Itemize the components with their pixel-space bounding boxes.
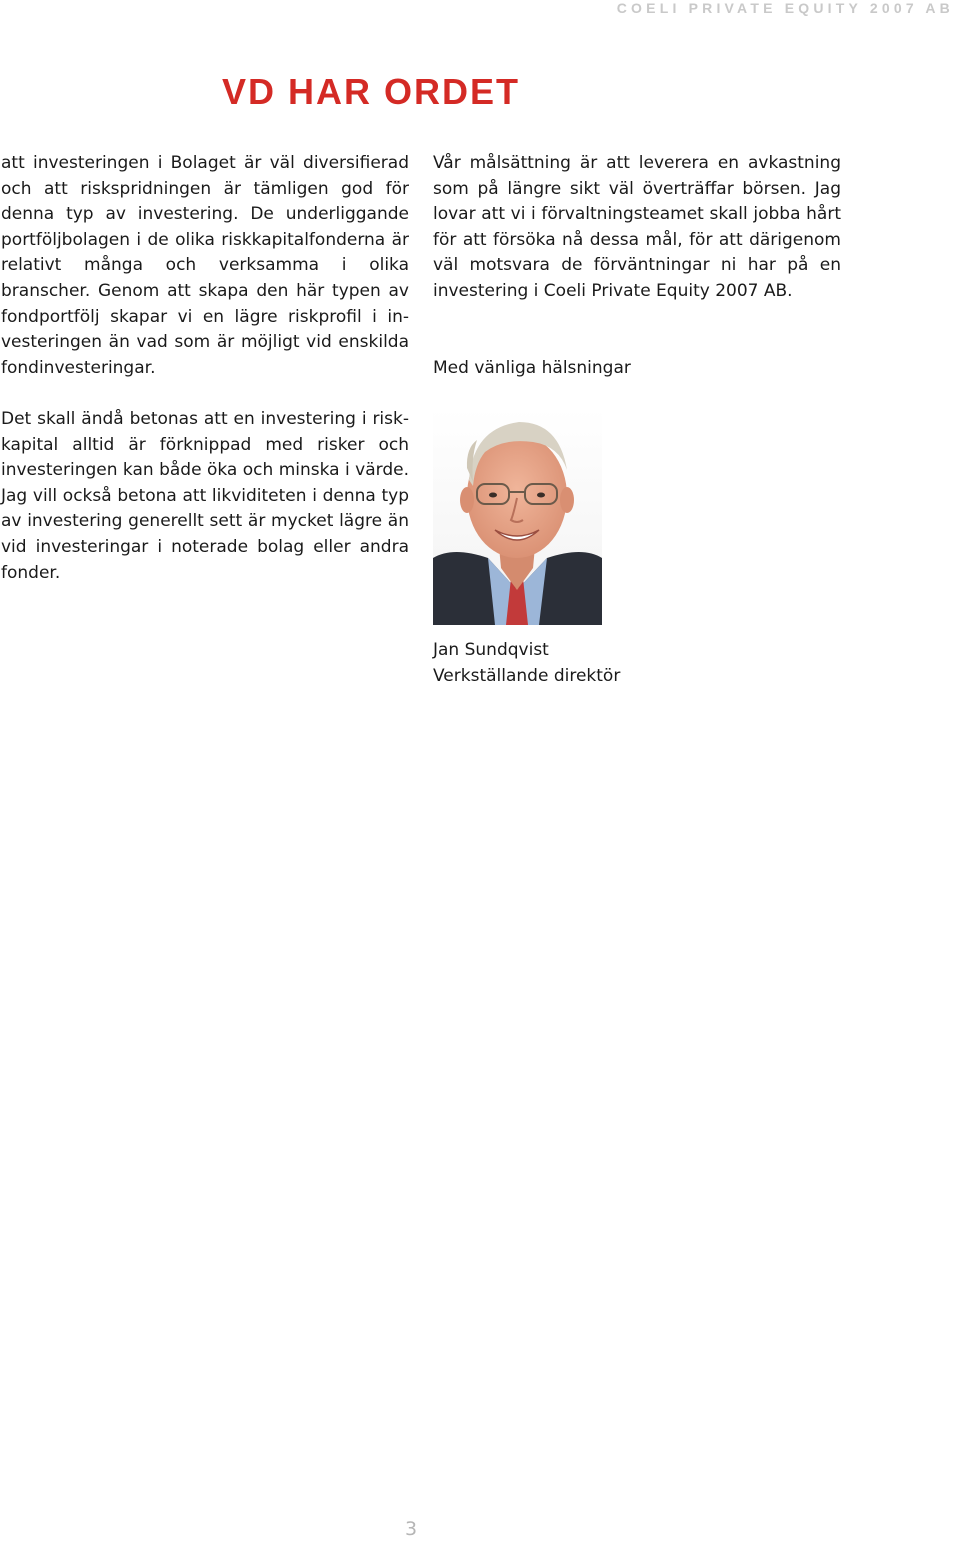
signature-block bbox=[433, 638, 620, 689]
signatory-name: Jan Sundqvist bbox=[433, 640, 549, 660]
running-header: COELI PRIVATE EQUITY 2007 AB bbox=[616, 0, 954, 16]
left-column-top bbox=[1, 151, 409, 381]
page-title: VD HAR ORDET bbox=[222, 71, 521, 112]
page-number: 3 bbox=[405, 1518, 418, 1540]
body-paragraph-1: att investeringen i Bolaget är väl diversifierad och att riskspridningen är tämligen god för denna typ av investering. De underliggande portföljbolagen i de olika riskkapitalfonderna är relativt många och verksamma i olika branscher. Genom att skapa den här typen av fondportfölj skapar vi en lägre riskprofil i investeringen än vad som är möjligt vid enskilda fondinvesteringar. bbox=[1, 153, 409, 378]
right-column bbox=[433, 151, 841, 305]
body-paragraph-3: Vår målsättning är att leverera en avkastning som på längre sikt väl överträffar börsen. Jag lovar att vi i förvaltningsteamet skall jobba hårt för att försöka nå dessa mål, för att därigenom väl motsvara de förväntningar ni har på en investering i Coeli Private Equity 2007 AB. bbox=[433, 153, 841, 301]
ceo-portrait-photo bbox=[433, 408, 602, 625]
closing-greeting: Med vänliga hälsningar bbox=[433, 358, 631, 378]
signatory-role: Verkställande direktör bbox=[433, 665, 621, 686]
left-column-bottom bbox=[1, 407, 409, 586]
portrait-illustration bbox=[433, 408, 602, 625]
body-paragraph-2: Det skall ändå betonas att en investering i riskkapital alltid är förknippad med risker och investeringen kan både öka och minska i värde. Jag vill också betona att likviditeten i denna typ av investering generellt sett är mycket lägre än vid investeringar i noterade bolag eller andra fonder. bbox=[1, 409, 409, 583]
